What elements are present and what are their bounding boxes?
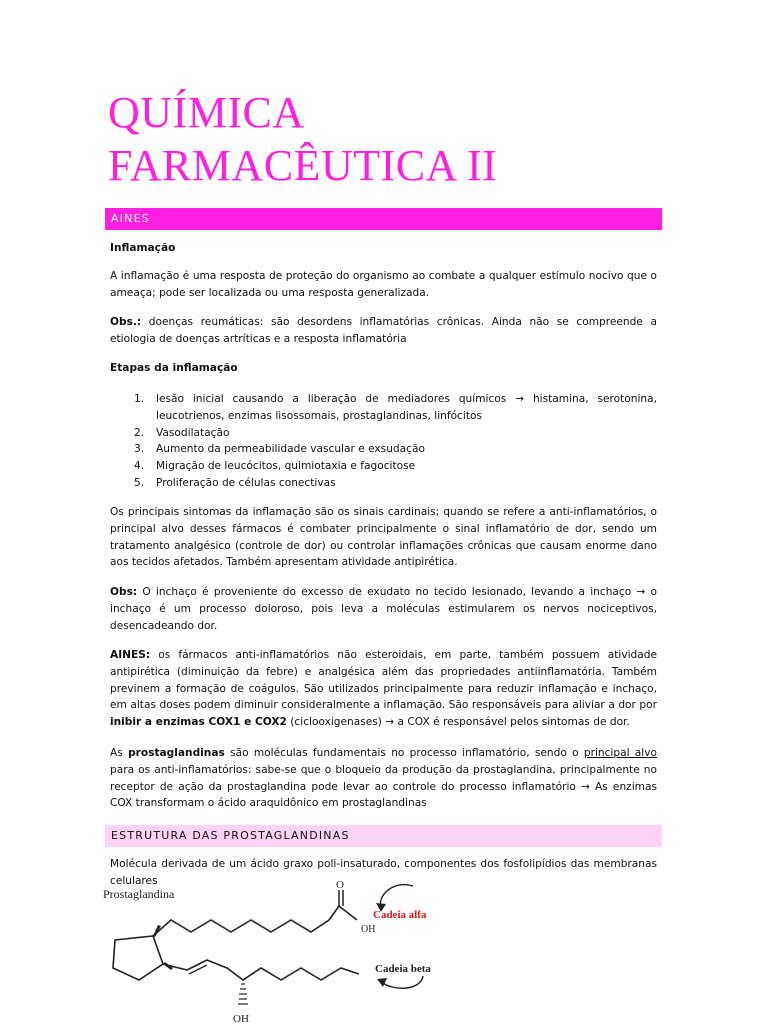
paragraph-prostaglandinas	[110, 745, 657, 812]
paragraph-aines	[110, 647, 657, 731]
double-bond	[189, 965, 207, 974]
figure-label-o: O	[336, 879, 344, 891]
list-number: 2.	[134, 426, 145, 439]
section-heading-aines: AINES	[105, 208, 662, 230]
list-item	[110, 425, 657, 442]
section-heading-estrutura: ESTRUTURA DAS PROSTAGLANDINAS	[105, 825, 662, 847]
aines-text-2: (ciclooxigenases) → a COX é responsável pelos sintomas de dor.	[286, 716, 630, 729]
list-item	[110, 458, 657, 475]
list-text: Vasodilatação	[156, 426, 230, 439]
title-line-2: FARMACÊUTICA II	[108, 141, 498, 190]
prostaglandin-structure-figure	[95, 876, 455, 1024]
list-item	[110, 391, 657, 425]
list-text: Proliferação de células conectivas	[156, 476, 336, 489]
list-text: lesão inicial causando a liberação de mediadores químicos → histamina, serotonina, leucotrienos, enzimas lisossomais, prostaglandinas, linfócitos	[156, 393, 657, 422]
hydroxyl-bond	[339, 906, 357, 920]
beta-arrow-head	[377, 978, 387, 987]
prosta-underline: principal alvo	[583, 747, 657, 759]
list-item	[110, 475, 657, 492]
hashed-bond	[238, 984, 248, 1004]
list-text: Aumento da permeabilidade vascular e exsudação	[156, 443, 425, 456]
document-title	[108, 86, 668, 192]
paragraph-sintomas: Os principais sintomas da inflamação são os sinais cardinais; quando se refere a anti-inflamatórios, o principal alvo desses fármacos é combater principalmente o sinal inflamatório de dor, sendo um tratamento analgésico (controle de dor) ou controlar inflamações crônicas que causam enorme dano aos tecidos afetados. Também apresentam atividade antipirética.	[110, 506, 657, 569]
figure-label-name: Prostaglandina	[103, 887, 175, 901]
heading-inflamacao	[110, 240, 657, 257]
obs2-text: O inchaço é proveniente do excesso de exudato no tecido lesionado, levando a inchaço → o inchaço é um processo doloroso, pois leva a moléculas estimularem os nervos nociceptivos, desencadeando dor.	[110, 586, 657, 632]
aines-label: AINES:	[110, 649, 151, 661]
cyclopentane-ring	[113, 936, 163, 980]
aines-text-1: os fármacos anti-inflamatórios não esteroidais, em parte, também possuem atividade antipirética (diminuição da febre) e analgésica além das propriedades antiinflamatória. Também previnem a formação de coágulos. São utilizados principalmente para reduzir inflamação e inchaço, em altas doses podem diminuir consideralmente a inflamação. São responsáveis para aliviar a dor por	[110, 649, 657, 712]
beta-chain-bonds	[163, 960, 359, 980]
beta-arrow-curve	[381, 976, 423, 988]
prosta-text-2: são moléculas fundamentais no processo inflamatório, sendo o	[224, 747, 584, 759]
obs-text: doenças reumáticas: são desordens inflamatórias crônicas. Ainda não se compreende a etiologia de doenças artríticas e a resposta inflamatória	[110, 316, 657, 345]
figure-label-oh-bottom: OH	[233, 1013, 249, 1024]
obs-label: Obs.:	[110, 316, 142, 328]
figure-label-alfa: Cadeia alfa	[373, 909, 427, 921]
obs2-label: Obs:	[110, 586, 138, 598]
alpha-chain-bonds	[153, 906, 339, 936]
figure-label-beta: Cadeia beta	[375, 963, 431, 975]
title-line-1: QUÍMICA	[108, 88, 305, 137]
paragraph-obs	[110, 314, 657, 348]
list-text: Migração de leucócitos, quimiotaxia e fagocitose	[156, 460, 416, 473]
figure-label-oh: OH	[361, 924, 376, 935]
aines-bold-2: inibir a enzimas COX1 e COX2	[110, 716, 287, 729]
etapas-list	[110, 391, 657, 492]
list-number: 3.	[134, 443, 145, 456]
prosta-text-1: As	[110, 747, 129, 759]
list-number: 5.	[134, 476, 145, 489]
heading-text: Inflamação	[110, 242, 176, 254]
list-item	[110, 441, 657, 458]
prosta-text-3: para os anti-inflamatórios: sabe-se que o bloqueio da produção da prostaglandina, principalmente no receptor de ação da prostaglandina pode levar ao controle do processo inflamatório → As enzimas COX transformam o ácido araquidônico em prostaglandinas	[110, 763, 657, 810]
paragraph-inflamacao: A inflamação é uma resposta de proteção do organismo ao combate a qualquer estímulo nocivo que o ameaça; pode ser localizada ou uma resposta generalizada.	[110, 270, 657, 299]
etapas-heading-text: Etapas da inflamação	[110, 362, 238, 374]
list-number: 4.	[134, 460, 145, 473]
list-number: 1.	[134, 393, 145, 405]
heading-etapas	[110, 360, 657, 377]
paragraph-molecula: Molécula derivada de um ácido graxo poli-insaturado, componentes dos fosfolipídios das membranas celulares	[110, 858, 657, 887]
prosta-bold: prostaglandinas	[128, 747, 225, 759]
paragraph-obs-inchaco	[110, 584, 657, 634]
